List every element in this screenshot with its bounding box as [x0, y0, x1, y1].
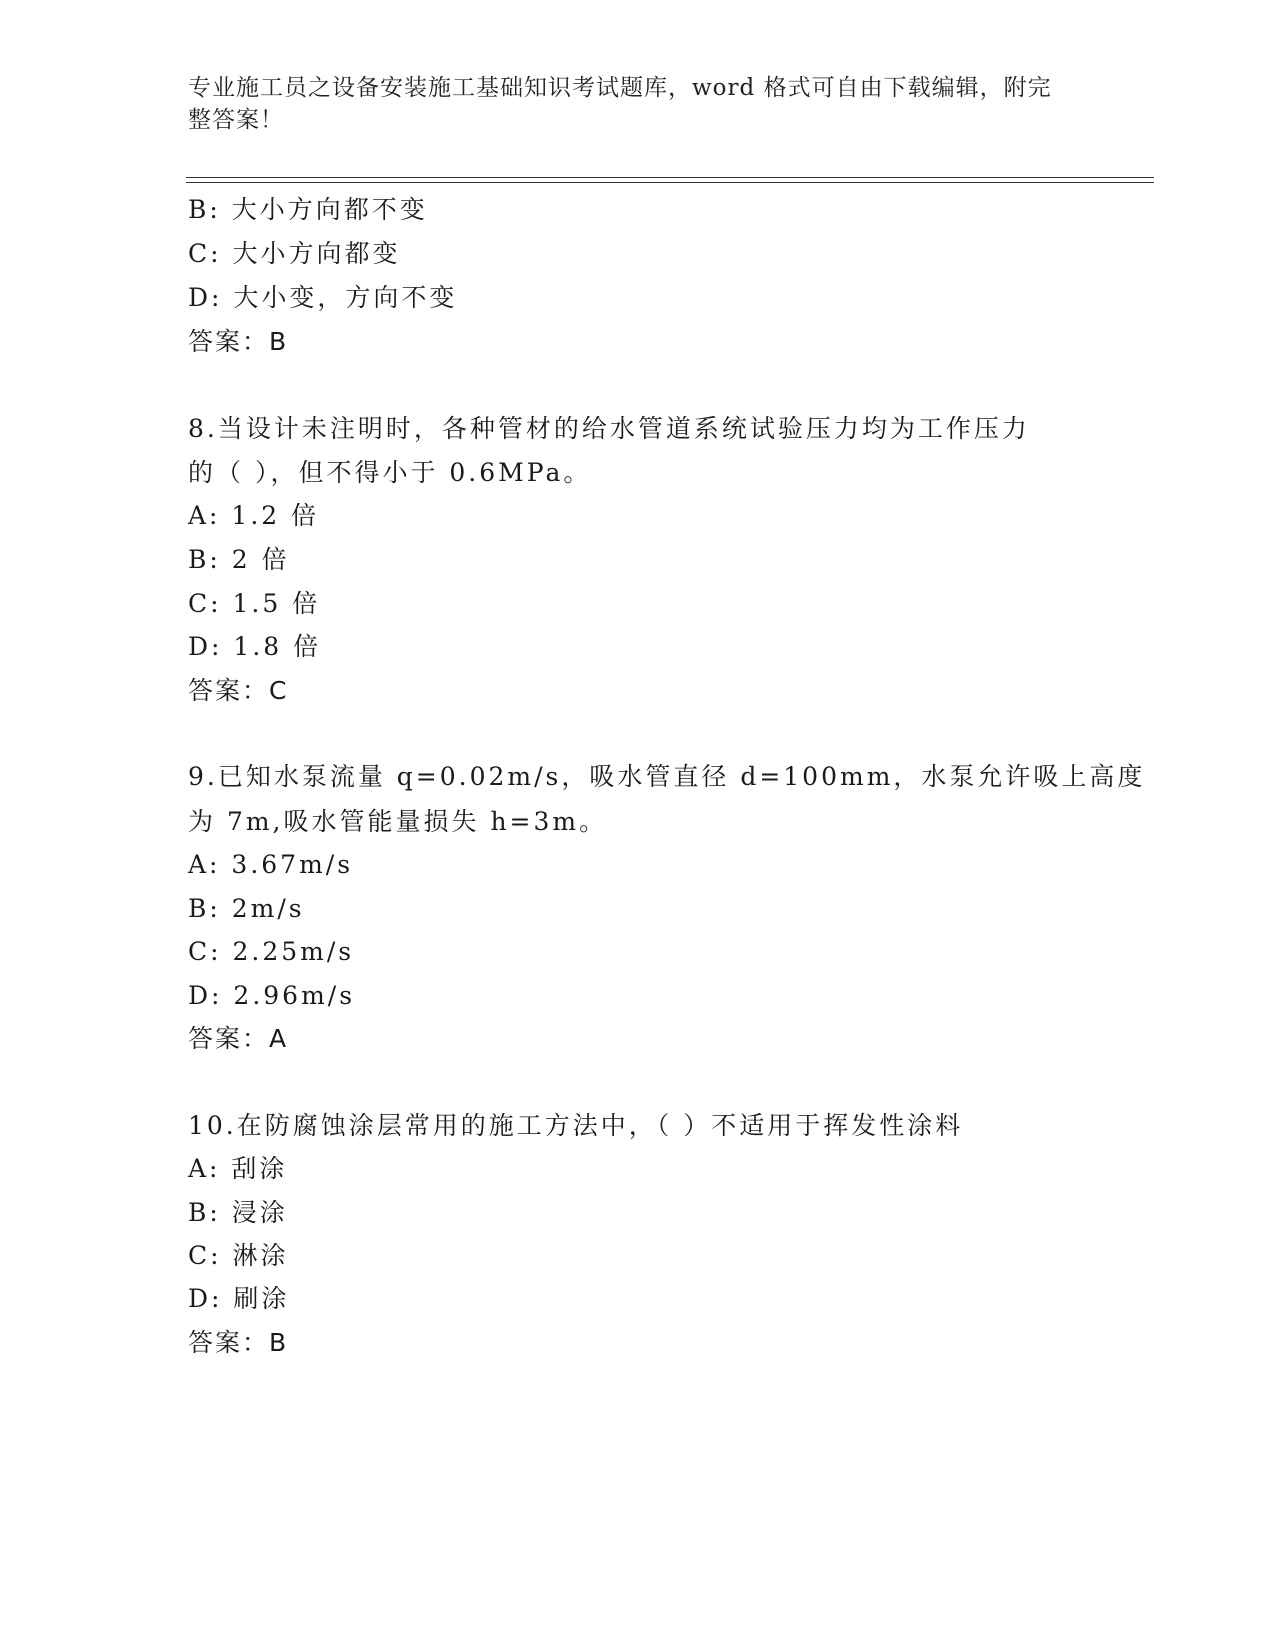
header-line-1: 专业施工员之设备安装施工基础知识考试题库，word 格式可自由下载编辑，附完 — [188, 75, 1052, 101]
header-line-2: 整答案！ — [188, 107, 284, 133]
q9-stem-line-1: 9.已知水泵流量 q=0.02m/s，吸水管直径 d=100mm，水泵允许吸上高度 — [188, 762, 1146, 791]
q7-option-c: C: 大小方向都变 — [188, 239, 401, 268]
header-divider-top — [186, 177, 1154, 178]
q9-option-b: B: 2m/s — [188, 894, 305, 923]
q8-option-c: C: 1.5 倍 — [188, 589, 321, 618]
q10-option-d: D: 刷涂 — [188, 1284, 290, 1313]
q8-option-b: B: 2 倍 — [188, 545, 290, 574]
q10-stem-line-1: 10.在防腐蚀涂层常用的施工方法中，（ ）不适用于挥发性涂料 — [188, 1111, 964, 1140]
q9-option-d: D: 2.96m/s — [188, 981, 356, 1010]
q9-answer: 答案：A — [188, 1024, 289, 1053]
q8-option-a: A: 1.2 倍 — [188, 501, 320, 530]
q7-answer: 答案：B — [188, 327, 289, 356]
q8-stem-line-2: 的（ ），但不得小于 0.6MPa。 — [188, 458, 592, 487]
q9-option-a: A: 3.67m/s — [188, 850, 354, 879]
q10-option-c: C: 淋涂 — [188, 1241, 289, 1270]
q8-answer: 答案：C — [188, 676, 289, 705]
q9-option-c: C: 2.25m/s — [188, 937, 355, 966]
q7-option-b: B: 大小方向都不变 — [188, 195, 428, 224]
q10-answer: 答案：B — [188, 1328, 289, 1357]
q10-option-b: B: 浸涂 — [188, 1198, 288, 1227]
q8-option-d: D: 1.8 倍 — [188, 632, 322, 661]
q10-option-a: A: 刮涂 — [188, 1154, 288, 1183]
header-divider-bottom — [186, 182, 1154, 183]
q9-stem-line-2: 为 7m,吸水管能量损失 h=3m。 — [188, 807, 608, 836]
q7-option-d: D: 大小变，方向不变 — [188, 283, 458, 312]
q8-stem-line-1: 8.当设计未注明时，各种管材的给水管道系统试验压力均为工作压力 — [188, 414, 1030, 443]
document-header — [188, 72, 1068, 136]
